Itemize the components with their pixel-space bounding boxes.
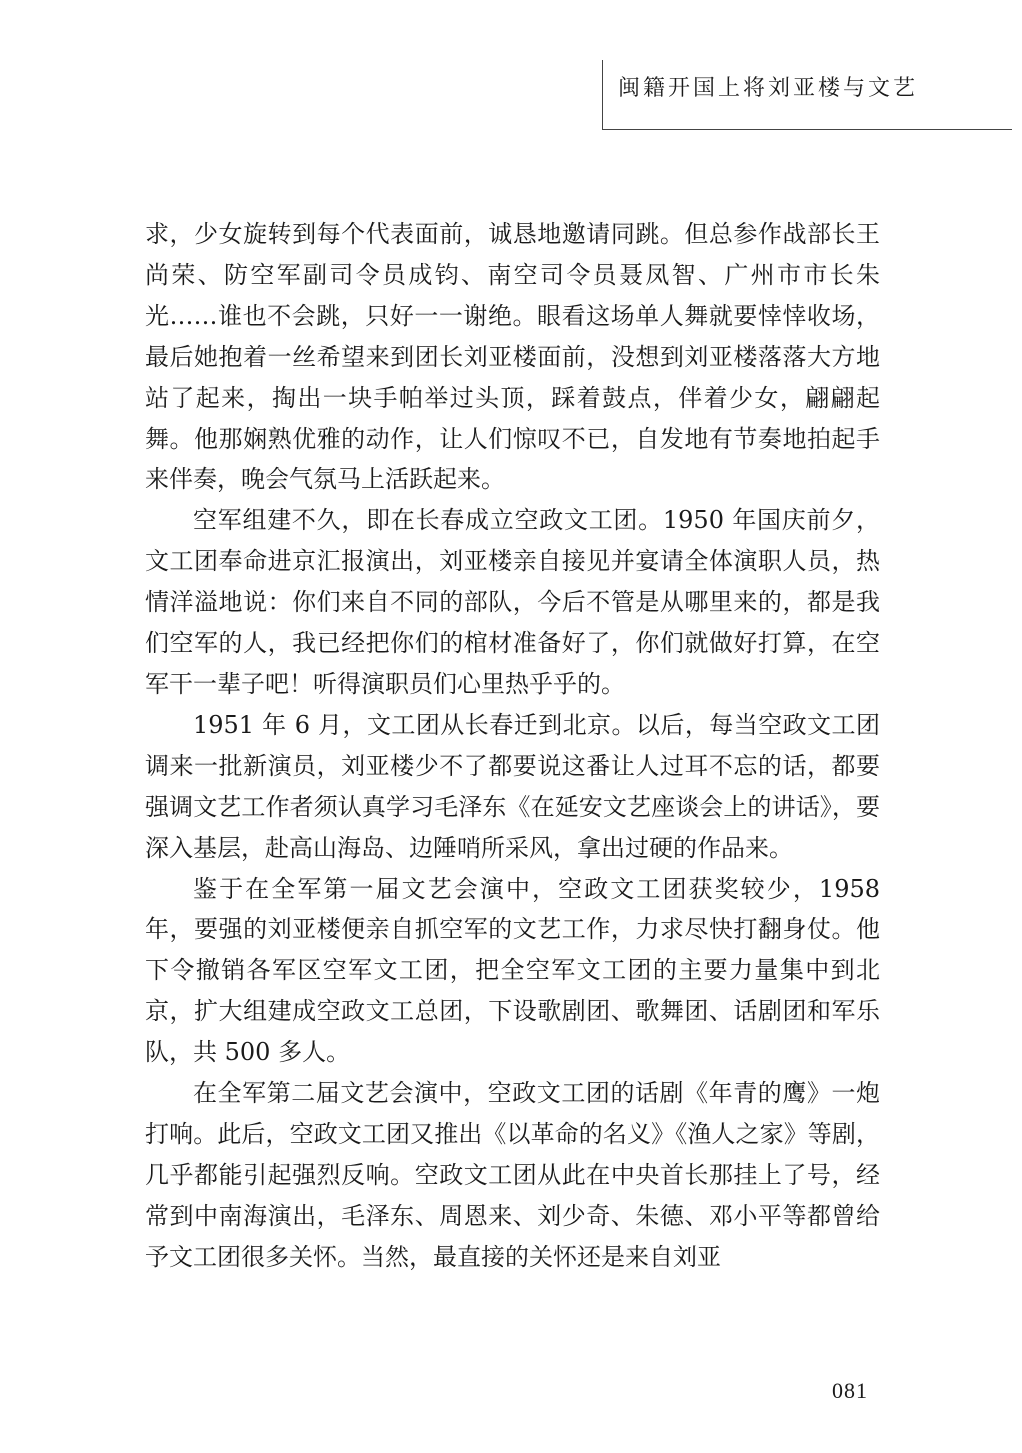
running-header <box>602 60 1012 130</box>
page-number: 081 <box>832 1378 868 1403</box>
body-text <box>145 214 880 1278</box>
paragraph: 在全军第二届文艺会演中，空政文工团的话剧《年青的鹰》一炮打响。此后，空政文工团又推出《以革命的名义》《渔人之家》等剧，几乎都能引起强烈反响。空政文工团从此在中央首长那挂上了号，经常到中南海演出，毛泽东、周恩来、刘少奇、朱德、邓小平等都曾给予文工团很多关怀。当然，最直接的关怀还是来自刘亚 <box>145 1079 880 1271</box>
header-title: 闽籍开国上将刘亚楼与文艺 <box>617 76 918 101</box>
paragraph: 空军组建不久，即在长春成立空政文工团。1950 年国庆前夕，文工团奉命进京汇报演出，刘亚楼亲自接见并宴请全体演职人员，热情洋溢地说：你们来自不同的部队，今后不管是从哪里来的，都是我们空军的人，我已经把你们的棺材准备好了，你们就做好打算，在空军干一辈子吧！听得演职员们心里热乎乎的。 <box>145 506 880 698</box>
paragraph: 1951 年 6 月，文工团从长春迁到北京。以后，每当空政文工团调来一批新演员，刘亚楼少不了都要说这番让人过耳不忘的话，都要强调文艺工作者须认真学习毛泽东《在延安文艺座谈会上的讲话》，要深入基层，赴高山海岛、边陲哨所采风，拿出过硬的作品来。 <box>145 710 880 862</box>
paragraph: 鉴于在全军第一届文艺会演中，空政文工团获奖较少，1958 年，要强的刘亚楼便亲自抓空军的文艺工作，力求尽快打翻身仗。他下令撤销各军区空军文工团，把全空军文工团的主要力量集中到北京，扩大组建成空政文工总团，下设歌剧团、歌舞团、话剧团和军乐队，共 500 多人。 <box>145 874 880 1067</box>
paragraph-continued: 求，少女旋转到每个代表面前，诚恳地邀请同跳。但总参作战部长王尚荣、防空军副司令员成钧、南空司令员聂凤智、广州市市长朱光……谁也不会跳，只好一一谢绝。眼看这场单人舞就要悻悻收场，最后她抱着一丝希望来到团长刘亚楼面前，没想到刘亚楼落落大方地站了起来，掏出一块手帕举过头顶，踩着鼓点，伴着少女，翩翩起舞。他那娴熟优雅的动作，让人们惊叹不已，自发地有节奏地拍起手来伴奏，晚会气氛马上活跃起来。 <box>145 220 880 494</box>
